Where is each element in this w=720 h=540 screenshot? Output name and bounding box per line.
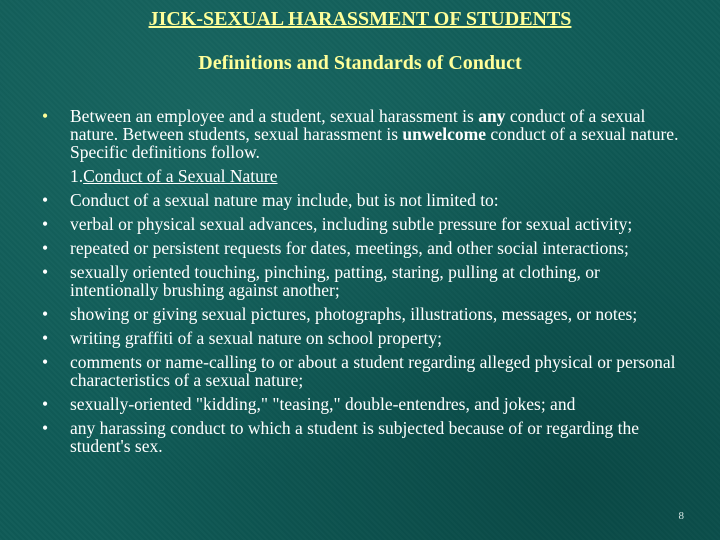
list-item [40,305,690,323]
list-item-text: comments or name-calling to or about a student regarding alleged physical or personal characteristics of a sexual nature; [70,352,676,390]
list-item [40,329,690,347]
bullet-icon: • [42,214,49,234]
bullet-icon: • [42,238,49,258]
list-item-text: Conduct of a sexual nature may include, but is not limited to: [70,190,499,210]
list-item-text: any harassing conduct to which a student is subjected because of or regarding the student's sex. [70,418,640,456]
intro-text-1: Between an employee and a student, sexual harassment is [70,106,479,126]
slide-body [40,107,690,461]
list-item [40,191,690,209]
list-item-text: writing graffiti of a sexual nature on school property; [70,328,442,348]
list-item-text: showing or giving sexual pictures, photographs, illustrations, messages, or notes; [70,304,638,324]
bullet-icon: • [42,418,49,438]
list-item-text: verbal or physical sexual advances, including subtle pressure for sexual activity; [70,214,633,234]
slide-title: JICK-SEXUAL HARASSMENT OF STUDENTS [148,8,572,30]
bullet-icon: • [42,352,49,372]
bullet-icon: • [42,328,49,348]
intro-text-3: conduct of a sexual nature. Specific definitions follow. [70,124,679,162]
list-item [40,215,690,233]
list-item [40,263,690,299]
list-item [40,353,690,389]
bullet-icon: • [42,304,49,324]
list-item [40,419,690,455]
intro-bullet [40,107,690,161]
bullet-icon: • [42,190,49,210]
numbered-heading [40,167,690,185]
list-item [40,239,690,257]
intro-bold-unwelcome: unwelcome [402,124,487,144]
slide-subtitle: Definitions and Standards of Conduct [198,52,522,74]
numbered-heading-number: 1. [70,166,84,186]
bullet-icon: • [42,106,49,126]
page-number: 8 [678,510,684,522]
intro-bold-any: any [478,106,506,126]
bullet-icon: • [42,394,49,414]
numbered-heading-label: Conduct of a Sexual Nature [83,166,278,186]
bullet-list [40,191,690,455]
list-item [40,395,690,413]
bullet-icon: • [42,262,49,282]
list-item-text: sexually-oriented "kidding," "teasing," double-entendres, and jokes; and [70,394,576,414]
list-item-text: repeated or persistent requests for dates, meetings, and other social interactions; [70,238,629,258]
intro-text-2: conduct of a sexual nature. Between students, sexual harassment is [70,106,646,144]
list-item-text: sexually oriented touching, pinching, patting, staring, pulling at clothing, or intentionally brushing against another; [70,262,600,300]
